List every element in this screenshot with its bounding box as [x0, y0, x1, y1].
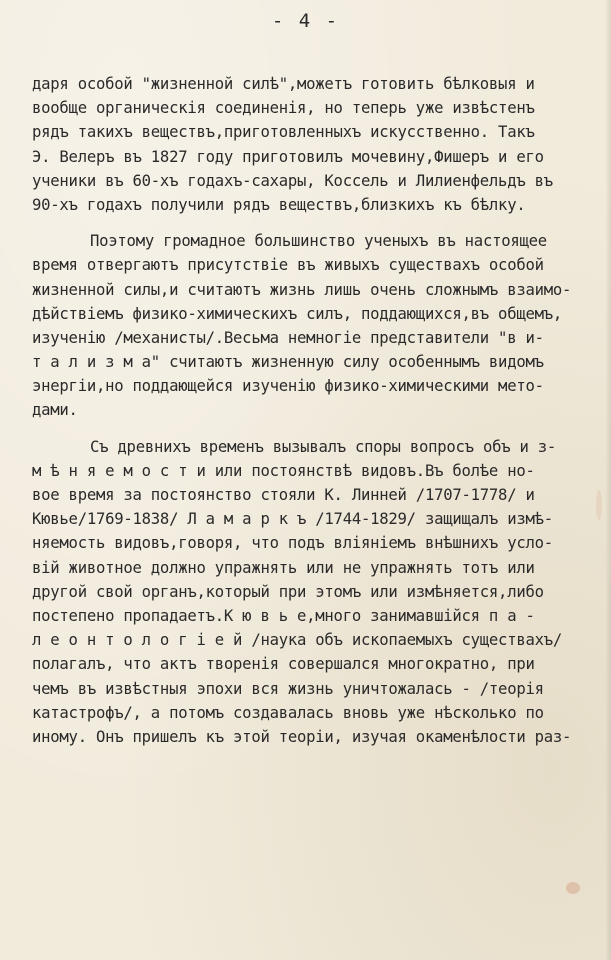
text-line: вообще органическія соединенія, но теперь уже извѣстенъ — [32, 99, 535, 118]
text-line: жизненной силы,и считаютъ жизнь лишь очень сложнымъ взаимо- — [32, 280, 572, 299]
paragraph-3 — [32, 435, 592, 749]
text-line: дами. — [32, 401, 78, 420]
text-line: вій животное должно упражнять или не упражнять тотъ или — [32, 558, 535, 577]
text-line: катастрофъ/, а потомъ создавалась вновь уже нѣсколько по — [32, 703, 544, 722]
paragraph-gap — [32, 217, 592, 229]
text-line: м ѣ н я е м о с т и или постоянствѣ видовъ.Въ болѣе но- — [32, 461, 535, 480]
body-text — [32, 72, 592, 749]
text-line: ученики въ 60-хъ годахъ-сахары, Коссель и Лилиенфельдъ въ — [32, 171, 553, 190]
text-line: полагалъ, что актъ творенія совершался многократно, при — [32, 655, 535, 674]
page-edge-shadow — [605, 0, 611, 960]
text-line: энергіи,но поддающейся изученію физико-химическими мето- — [32, 377, 544, 396]
paper-stain — [566, 882, 580, 894]
paragraph-gap — [32, 423, 592, 435]
text-line: чемъ въ извѣстныя эпохи вся жизнь уничтожалась - /теорія — [32, 679, 544, 698]
text-line: Поэтому громадное большинство ученыхъ въ настоящее — [90, 232, 547, 251]
text-line: няемость видовъ,говоря, что подъ вліяніемъ внѣшнихъ усло- — [32, 534, 553, 553]
text-line: постепено пропадаетъ.К ю в ь е,много занимавшійся п а - — [32, 606, 535, 625]
text-line: вое время за постоянство стояли К. Линней /1707-1778/ и — [32, 486, 535, 504]
text-line: рядъ такихъ веществъ,приготовленныхъ искусственно. Такъ — [32, 123, 535, 142]
paper-stain — [596, 490, 602, 520]
text-line: дѣйствіемъ физико-химическихъ силъ, поддающихся,въ общемъ, — [32, 304, 563, 323]
text-line: другой свой органъ,который при этомъ или измѣняется,либо — [32, 582, 544, 601]
text-line: даря особой "жизненной силѣ",можетъ готовить бѣлковыя и — [32, 75, 535, 93]
paragraph-2 — [32, 229, 592, 423]
text-line: 90-хъ годахъ получили рядъ веществъ,близкихъ къ бѣлку. — [32, 195, 526, 214]
text-line: Кювье/1769-1838/ Л а м а р к ъ /1744-1829/ защищалъ измѣ- — [32, 510, 553, 529]
text-line: Э. Велеръ въ 1827 году приготовилъ мочевину,Фишеръ и его — [32, 147, 544, 166]
text-line: время отвергаютъ присутствіе въ живыхъ существахъ особой — [32, 256, 544, 275]
text-line: изученію /механисты/.Весьма немногіе представители "в и- — [32, 328, 544, 347]
paragraph-1 — [32, 72, 592, 217]
text-line: Съ древнихъ временъ вызывалъ споры вопросъ объ и з- — [90, 437, 557, 456]
page-number: - 4 - — [271, 10, 340, 32]
text-line: л е о н т о л о г і е й /наука объ ископаемыхъ существахъ/ — [32, 631, 563, 650]
text-line: т а л и з м а" считаютъ жизненную силу особеннымъ видомъ — [32, 353, 544, 372]
text-line: иному. Онъ пришелъ къ этой теоріи, изучая окаменѣлости раз- — [32, 727, 572, 746]
